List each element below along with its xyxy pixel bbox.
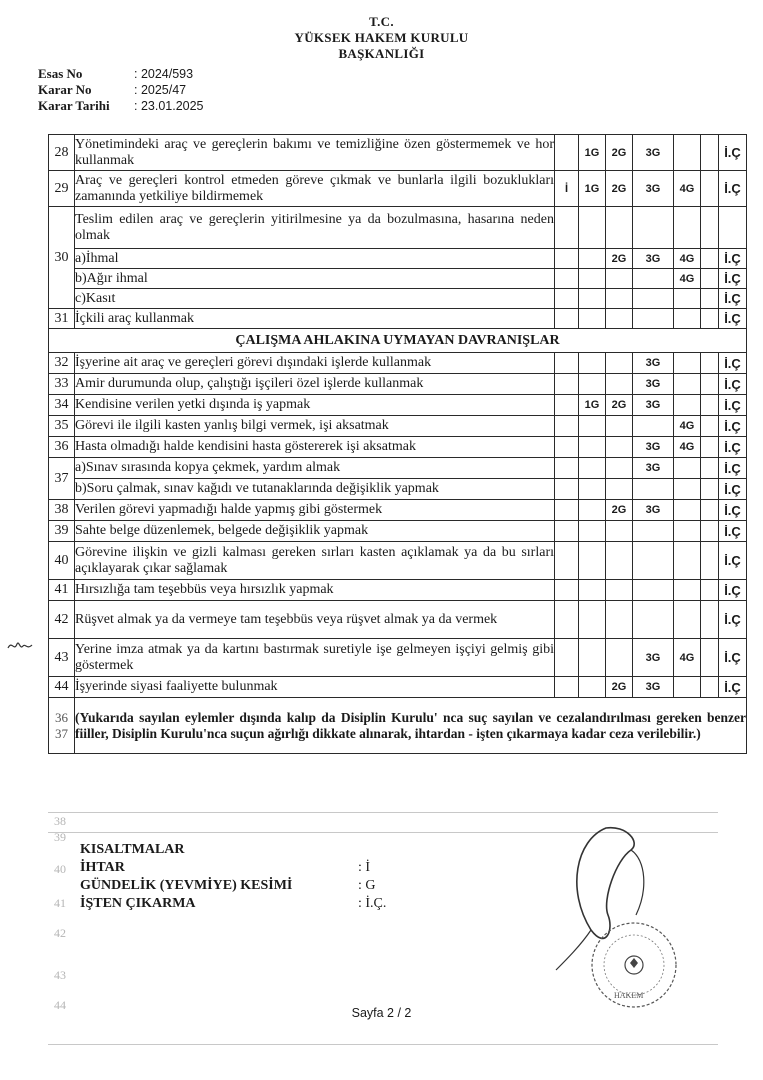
esas-value: : 2024/593	[134, 67, 194, 81]
cell-1g	[579, 500, 606, 521]
table-row	[49, 416, 747, 437]
cell-2g	[606, 437, 633, 458]
cell-4g	[674, 289, 701, 309]
row-description: Araç ve gereçleri kontrol etmeden göreve çıkmak ve bunlarla ilgili bozuklukları zamanında yetkiliye bildirmemek	[75, 171, 555, 207]
table-row	[49, 500, 747, 521]
cell-ihtar	[555, 580, 579, 601]
row-description: İşyerinde siyasi faaliyette bulunmak	[75, 677, 555, 698]
cell-2g	[606, 309, 633, 329]
cell-2g	[606, 601, 633, 639]
cell-blank	[701, 289, 719, 309]
row-sub-description: b)Ağır ihmal	[75, 269, 555, 289]
cell-isten-cikarma: İ.Ç	[719, 249, 747, 269]
cell-4g: 4G	[674, 437, 701, 458]
cell-blank	[606, 207, 633, 249]
note-number-bottom: 37	[55, 725, 68, 741]
cell-isten-cikarma: İ.Ç	[719, 289, 747, 309]
cell-4g	[674, 353, 701, 374]
cell-ihtar	[555, 677, 579, 698]
cell-1g	[579, 249, 606, 269]
karar-label: Karar No	[38, 82, 92, 97]
cell-ihtar	[555, 458, 579, 479]
cell-blank	[701, 309, 719, 329]
cell-isten-cikarma: İ.Ç	[719, 500, 747, 521]
cell-1g	[579, 437, 606, 458]
cell-blank	[555, 207, 579, 249]
cell-3g	[633, 521, 674, 542]
cell-2g	[606, 639, 633, 677]
cell-3g	[633, 309, 674, 329]
faded-row-number: 44	[54, 998, 66, 1012]
abbreviation-value: : İ.Ç.	[358, 896, 387, 911]
cell-3g	[633, 416, 674, 437]
cell-blank	[701, 677, 719, 698]
cell-blank	[674, 207, 701, 249]
row-number: 34	[49, 395, 75, 416]
table-row	[49, 249, 747, 269]
cell-4g	[674, 580, 701, 601]
row-description: Yönetimindeki araç ve gereçlerin bakımı ve temizliğine özen göstermemek ve hor kullanmak	[75, 135, 555, 171]
cell-isten-cikarma: İ.Ç	[719, 542, 747, 580]
cell-2g: 2G	[606, 395, 633, 416]
cell-isten-cikarma: İ.Ç	[719, 353, 747, 374]
cell-isten-cikarma: İ.Ç	[719, 639, 747, 677]
table-row	[49, 639, 747, 677]
case-meta	[38, 66, 204, 114]
svg-text:HAKEM: HAKEM	[614, 991, 644, 1000]
cell-2g	[606, 458, 633, 479]
table-row	[49, 521, 747, 542]
table-row	[49, 353, 747, 374]
cell-2g	[606, 416, 633, 437]
cell-2g	[606, 289, 633, 309]
row-description: Kendisine verilen yetki dışında iş yapmak	[75, 395, 555, 416]
row-number: 29	[49, 171, 75, 207]
row-number: 41	[49, 580, 75, 601]
cell-blank	[701, 135, 719, 171]
note-text: (Yukarıda sayılan eylemler dışında kalıp da Disiplin Kurulu' nca suç sayılan ve cezalandırılması gereken benzer fiiller, Disiplin Kurulu'nca suçun ağırlığı dikkate alınarak, ihtardan - işten çıkarmaya kadar ceza verilebilir.)	[75, 698, 747, 754]
cell-ihtar	[555, 395, 579, 416]
row-description: Verilen görevi yapmadığı halde yapmış gibi göstermek	[75, 500, 555, 521]
abbreviation-row	[80, 895, 386, 913]
row-sub-description: a)Sınav sırasında kopya çekmek, yardım almak	[75, 458, 555, 479]
cell-1g	[579, 677, 606, 698]
abbreviation-key: İHTAR	[80, 860, 125, 875]
cell-4g	[674, 521, 701, 542]
cell-3g: 3G	[633, 353, 674, 374]
cell-3g: 3G	[633, 437, 674, 458]
margin-scribble	[6, 638, 34, 654]
row-number: 31	[49, 309, 75, 329]
cell-4g: 4G	[674, 269, 701, 289]
cell-1g	[579, 269, 606, 289]
karar-value: : 2025/47	[134, 83, 187, 97]
faded-row-number: 38	[54, 814, 66, 828]
cell-blank	[701, 437, 719, 458]
cell-isten-cikarma: İ.Ç	[719, 269, 747, 289]
cell-1g	[579, 374, 606, 395]
row-number: 35	[49, 416, 75, 437]
cell-blank	[701, 374, 719, 395]
cell-1g	[579, 289, 606, 309]
cell-4g: 4G	[674, 416, 701, 437]
cell-blank	[701, 542, 719, 580]
header-line-tc: T.C.	[369, 14, 394, 29]
cell-blank	[579, 207, 606, 249]
cell-4g	[674, 374, 701, 395]
cell-ihtar	[555, 269, 579, 289]
cell-3g: 3G	[633, 171, 674, 207]
table-row	[49, 329, 747, 353]
cell-ihtar	[555, 289, 579, 309]
cell-ihtar	[555, 353, 579, 374]
row-description: Hasta olmadığı halde kendisini hasta göstererek işi aksatmak	[75, 437, 555, 458]
tarih-label: Karar Tarihi	[38, 98, 110, 113]
table-row	[49, 698, 747, 754]
header-line-presidency: BAŞKANLIĞI	[338, 46, 425, 61]
cell-blank	[701, 416, 719, 437]
row-description: Hırsızlığa tam teşebbüs veya hırsızlık yapmak	[75, 580, 555, 601]
cell-3g	[633, 601, 674, 639]
cell-2g	[606, 479, 633, 500]
cell-3g	[633, 269, 674, 289]
cell-ihtar	[555, 601, 579, 639]
cell-3g: 3G	[633, 395, 674, 416]
table-row	[49, 374, 747, 395]
row-description: Sahte belge düzenlemek, belgede değişiklik yapmak	[75, 521, 555, 542]
abbreviations-title: KISALTMALAR	[80, 842, 185, 857]
cell-blank	[701, 639, 719, 677]
cell-4g	[674, 395, 701, 416]
abbreviation-row	[80, 859, 386, 877]
cell-1g	[579, 639, 606, 677]
faded-row-number: 40	[54, 862, 66, 876]
row-description: Rüşvet almak ya da vermeye tam teşebbüs veya rüşvet almak ya da vermek	[75, 601, 555, 639]
cell-isten-cikarma: İ.Ç	[719, 677, 747, 698]
table-row	[49, 437, 747, 458]
cell-isten-cikarma: İ.Ç	[719, 458, 747, 479]
cell-1g: 1G	[579, 395, 606, 416]
cell-3g: 3G	[633, 500, 674, 521]
table-row	[49, 135, 747, 171]
cell-2g	[606, 542, 633, 580]
faded-line	[48, 1044, 718, 1045]
table-row	[49, 269, 747, 289]
cell-1g	[579, 542, 606, 580]
cell-2g: 2G	[606, 135, 633, 171]
row-number: 43	[49, 639, 75, 677]
abbreviation-row	[80, 877, 386, 895]
row-description: İçkili araç kullanmak	[75, 309, 555, 329]
table-row	[49, 479, 747, 500]
esas-label: Esas No	[38, 66, 83, 81]
cell-1g: 1G	[579, 135, 606, 171]
cell-3g: 3G	[633, 374, 674, 395]
cell-blank	[701, 479, 719, 500]
cell-2g	[606, 269, 633, 289]
cell-blank	[701, 249, 719, 269]
cell-1g	[579, 580, 606, 601]
row-number: 40	[49, 542, 75, 580]
row-description: Görevine ilişkin ve gizli kalması gereken sırları kasten açıklamak ya da bu sırları açıklayarak çıkar sağlamak	[75, 542, 555, 580]
tarih-value: : 23.01.2025	[134, 99, 204, 113]
cell-3g: 3G	[633, 458, 674, 479]
cell-blank	[701, 500, 719, 521]
page-number: Sayfa 2 / 2	[351, 1006, 412, 1020]
cell-3g: 3G	[633, 677, 674, 698]
cell-isten-cikarma: İ.Ç	[719, 437, 747, 458]
cell-1g	[579, 479, 606, 500]
cell-2g: 2G	[606, 171, 633, 207]
row-number: 38	[49, 500, 75, 521]
note-number-top: 36	[55, 709, 68, 725]
row-number: 28	[49, 135, 75, 171]
row-number: 33	[49, 374, 75, 395]
abbreviation-key: GÜNDELİK (YEVMİYE) KESİMİ	[80, 878, 293, 893]
cell-blank	[701, 580, 719, 601]
discipline-table	[48, 134, 747, 754]
cell-4g	[674, 479, 701, 500]
cell-blank	[701, 171, 719, 207]
cell-ihtar	[555, 416, 579, 437]
cell-4g	[674, 500, 701, 521]
official-seal-and-signature	[536, 820, 696, 1020]
cell-1g	[579, 353, 606, 374]
row-sub-description: b)Soru çalmak, sınav kağıdı ve tutanaklarında değişiklik yapmak	[75, 479, 555, 500]
header-line-institution: YÜKSEK HAKEM KURULU	[294, 30, 469, 45]
cell-isten-cikarma: İ.Ç	[719, 601, 747, 639]
cell-ihtar	[555, 500, 579, 521]
cell-blank	[701, 269, 719, 289]
cell-ihtar	[555, 437, 579, 458]
table-row	[49, 677, 747, 698]
abbreviations	[80, 842, 386, 913]
cell-2g: 2G	[606, 249, 633, 269]
table-row	[49, 171, 747, 207]
cell-blank	[719, 207, 747, 249]
cell-3g: 3G	[633, 249, 674, 269]
cell-1g	[579, 458, 606, 479]
cell-3g	[633, 479, 674, 500]
cell-blank	[701, 521, 719, 542]
cell-ihtar: İ	[555, 171, 579, 207]
cell-isten-cikarma: İ.Ç	[719, 479, 747, 500]
cell-blank	[633, 207, 674, 249]
cell-4g	[674, 677, 701, 698]
cell-4g	[674, 135, 701, 171]
row-description: Amir durumunda olup, çalıştığı işçileri özel işlerde kullanmak	[75, 374, 555, 395]
cell-blank	[701, 458, 719, 479]
cell-isten-cikarma: İ.Ç	[719, 374, 747, 395]
cell-4g	[674, 542, 701, 580]
cell-2g	[606, 521, 633, 542]
cell-1g	[579, 416, 606, 437]
cell-blank	[701, 207, 719, 249]
table-row	[49, 458, 747, 479]
cell-blank	[701, 601, 719, 639]
faded-line	[48, 812, 718, 813]
cell-2g	[606, 374, 633, 395]
cell-4g: 4G	[674, 249, 701, 269]
table-row	[49, 542, 747, 580]
row-number: 30	[49, 207, 75, 309]
cell-isten-cikarma: İ.Ç	[719, 416, 747, 437]
cell-2g	[606, 353, 633, 374]
cell-3g	[633, 542, 674, 580]
faded-row-number: 42	[54, 926, 66, 940]
row-sub-description: c)Kasıt	[75, 289, 555, 309]
cell-ihtar	[555, 542, 579, 580]
row-number: 44	[49, 677, 75, 698]
cell-2g: 2G	[606, 677, 633, 698]
cell-4g: 4G	[674, 171, 701, 207]
row-description: Teslim edilen araç ve gereçlerin yitirilmesine ya da bozulmasına, hasarına neden olmak	[75, 207, 555, 249]
cell-1g	[579, 521, 606, 542]
row-sub-description: a)İhmal	[75, 249, 555, 269]
abbreviation-key: İŞTEN ÇIKARMA	[80, 896, 196, 911]
row-description: Görevi ile ilgili kasten yanlış bilgi vermek, işi aksatmak	[75, 416, 555, 437]
abbreviation-value: : İ	[358, 860, 371, 875]
cell-ihtar	[555, 521, 579, 542]
cell-ihtar	[555, 135, 579, 171]
cell-isten-cikarma: İ.Ç	[719, 135, 747, 171]
faded-row-number: 39	[54, 830, 66, 844]
row-description: İşyerine ait araç ve gereçleri görevi dışındaki işlerde kullanmak	[75, 353, 555, 374]
table-row	[49, 395, 747, 416]
cell-blank	[701, 395, 719, 416]
row-number: 32	[49, 353, 75, 374]
cell-3g: 3G	[633, 135, 674, 171]
cell-3g: 3G	[633, 639, 674, 677]
table-row	[49, 207, 747, 249]
cell-1g: 1G	[579, 171, 606, 207]
cell-ihtar	[555, 249, 579, 269]
cell-isten-cikarma: İ.Ç	[719, 521, 747, 542]
table-row	[49, 580, 747, 601]
cell-2g: 2G	[606, 500, 633, 521]
row-number: 42	[49, 601, 75, 639]
cell-isten-cikarma: İ.Ç	[719, 580, 747, 601]
cell-isten-cikarma: İ.Ç	[719, 395, 747, 416]
table-row	[49, 601, 747, 639]
faded-row-number: 41	[54, 896, 66, 910]
cell-4g	[674, 309, 701, 329]
row-number: 36	[49, 437, 75, 458]
cell-ihtar	[555, 479, 579, 500]
cell-4g	[674, 601, 701, 639]
faded-row-number: 43	[54, 968, 66, 982]
cell-3g	[633, 580, 674, 601]
cell-ihtar	[555, 309, 579, 329]
cell-blank	[701, 353, 719, 374]
note-row-number	[49, 698, 75, 754]
table-row	[49, 309, 747, 329]
abbreviation-value: : G	[358, 878, 376, 893]
cell-4g: 4G	[674, 639, 701, 677]
cell-2g	[606, 580, 633, 601]
cell-4g	[674, 458, 701, 479]
row-number: 37	[49, 458, 75, 500]
cell-3g	[633, 289, 674, 309]
table-row	[49, 289, 747, 309]
row-number: 39	[49, 521, 75, 542]
cell-1g	[579, 309, 606, 329]
cell-isten-cikarma: İ.Ç	[719, 171, 747, 207]
cell-isten-cikarma: İ.Ç	[719, 309, 747, 329]
cell-ihtar	[555, 639, 579, 677]
cell-1g	[579, 601, 606, 639]
cell-ihtar	[555, 374, 579, 395]
section-title: ÇALIŞMA AHLAKINA UYMAYAN DAVRANIŞLAR	[49, 329, 747, 353]
row-description: Yerine imza atmak ya da kartını bastırmak suretiyle işe gelmeyen işçiyi gelmiş gibi göstermek	[75, 639, 555, 677]
document-header	[0, 14, 763, 62]
